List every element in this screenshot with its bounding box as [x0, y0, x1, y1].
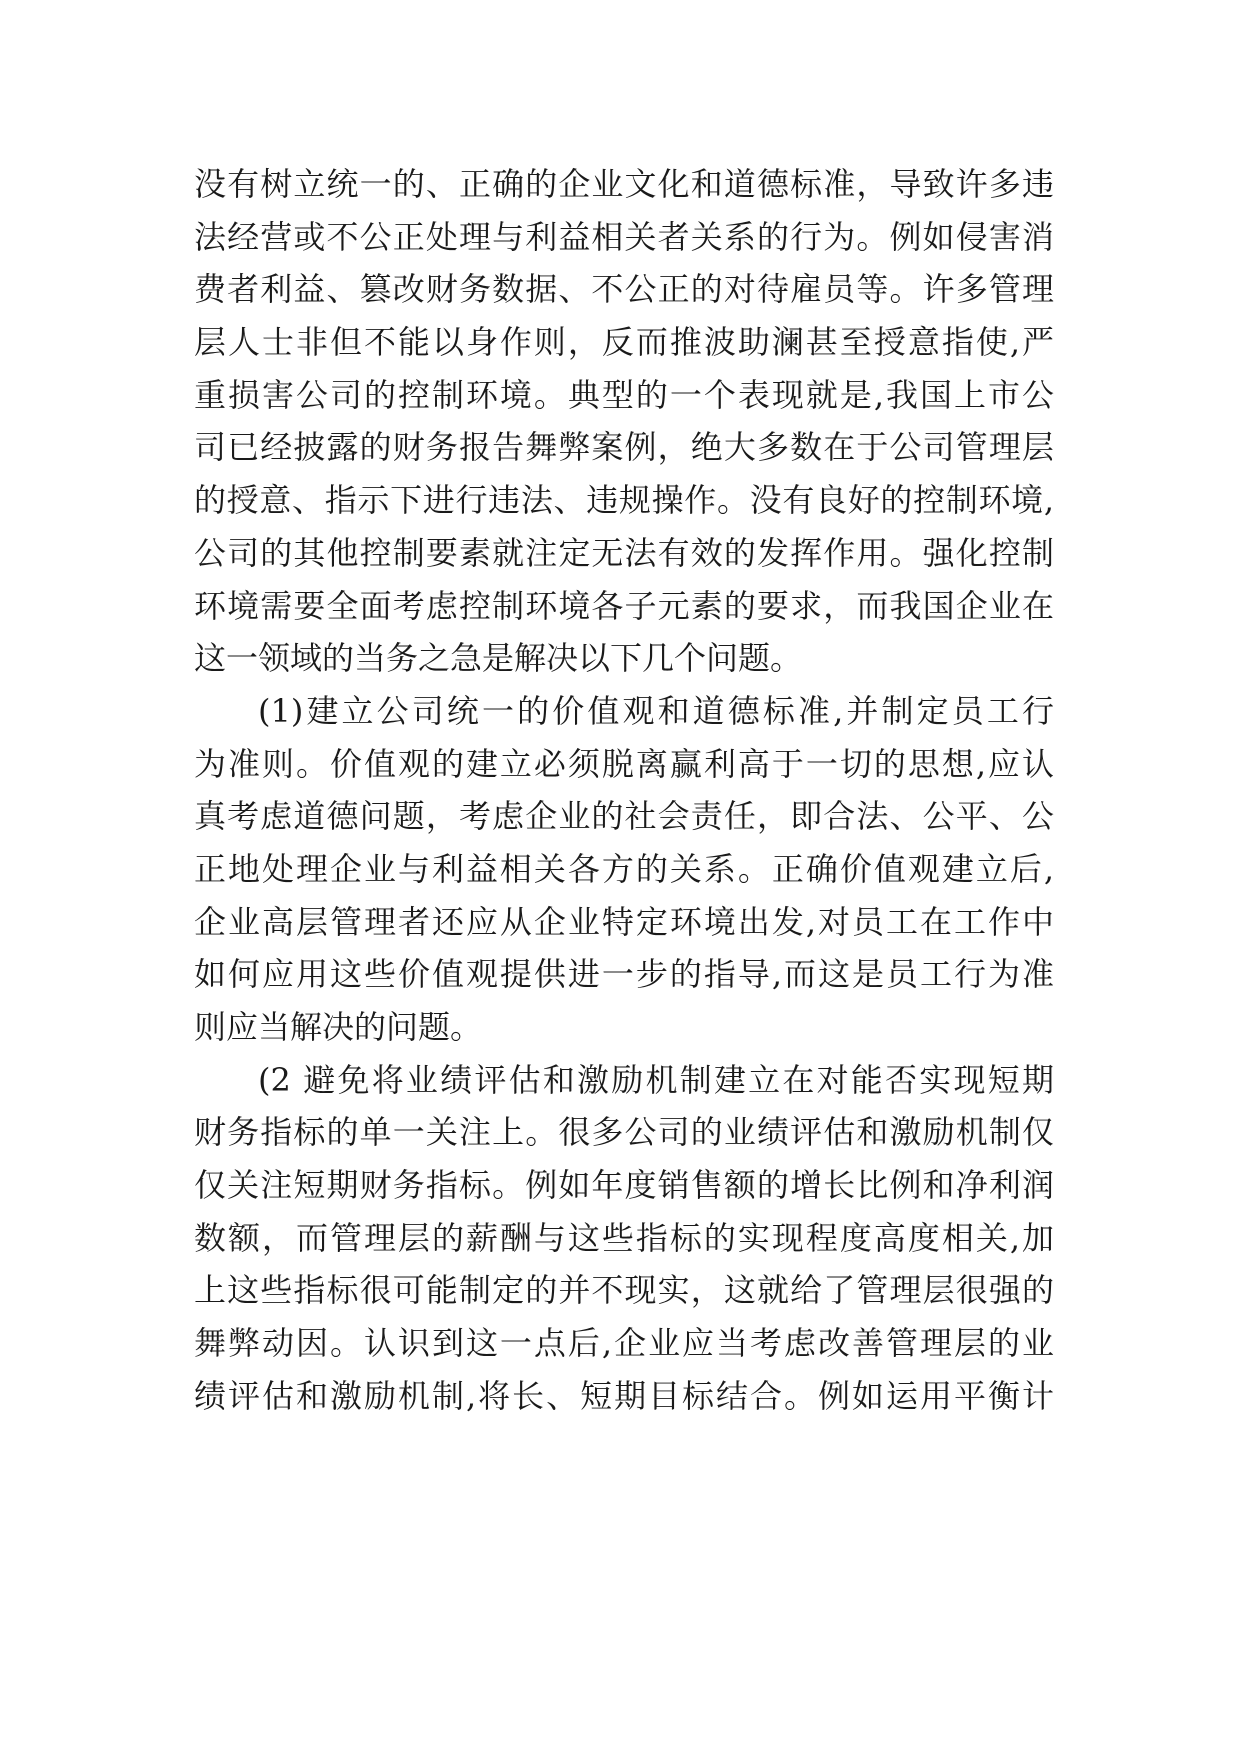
text-line: 则应当解决的问题。	[194, 1008, 483, 1046]
text-line: 真考虑道德问题，考虑企业的社会责任，即合法、公平、公	[194, 797, 1054, 836]
text-line: 这一领域的当务之急是解决以下几个问题。	[194, 639, 803, 678]
text-line: 重损害公司的控制环境。典型的一个表现就是,我国上市公	[194, 375, 1054, 414]
text-line: 如何应用这些价值观提供进一步的指导,而这是员工行为准	[194, 955, 1054, 994]
text-line: 企业高层管理者还应从企业特定环境出发,对员工在工作中	[194, 902, 1054, 941]
text-line: 没有树立统一的、正确的企业文化和道德标准，导致许多违	[194, 165, 1054, 203]
text-line: 的授意、指示下进行违法、违规操作。没有良好的控制环境,	[194, 481, 1054, 520]
paragraph-start-line: (1)建立公司统一的价值观和道德标准,并制定员工行	[258, 691, 1054, 730]
text-line: 财务指标的单一关注上。很多公司的业绩评估和激励机制仅	[194, 1113, 1054, 1152]
text-line: 绩评估和激励机制,将长、短期目标结合。例如运用平衡计	[194, 1376, 1054, 1415]
text-line: 仅关注短期财务指标。例如年度销售额的增长比例和净利润	[194, 1166, 1054, 1205]
text-line: 为准则。价值观的建立必须脱离赢利高于一切的思想,应认	[194, 744, 1054, 783]
text-line: 数额，而管理层的薪酬与这些指标的实现程度高度相关,加	[194, 1218, 1054, 1257]
paragraph-start-line: (2 避免将业绩评估和激励机制建立在对能否实现短期	[258, 1060, 1054, 1099]
text-line: 费者利益、篡改财务数据、不公正的对待雇员等。许多管理	[194, 270, 1054, 309]
text-line: 环境需要全面考虑控制环境各子元素的要求，而我国企业在	[194, 586, 1054, 625]
body-text	[194, 158, 1054, 1423]
text-line: 层人士非但不能以身作则，反而推波助澜甚至授意指使,严	[194, 323, 1054, 362]
text-line: 公司的其他控制要素就注定无法有效的发挥作用。强化控制	[194, 533, 1054, 572]
text-line: 正地处理企业与利益相关各方的关系。正确价值观建立后,	[194, 849, 1054, 888]
text-line: 上这些指标很可能制定的并不现实，这就给了管理层很强的	[194, 1271, 1054, 1310]
text-line: 司已经披露的财务报告舞弊案例，绝大多数在于公司管理层	[194, 428, 1054, 467]
text-line: 舞弊动因。认识到这一点后,企业应当考虑改善管理层的业	[194, 1324, 1054, 1363]
text-line: 法经营或不公正处理与利益相关者关系的行为。例如侵害消	[194, 217, 1054, 256]
